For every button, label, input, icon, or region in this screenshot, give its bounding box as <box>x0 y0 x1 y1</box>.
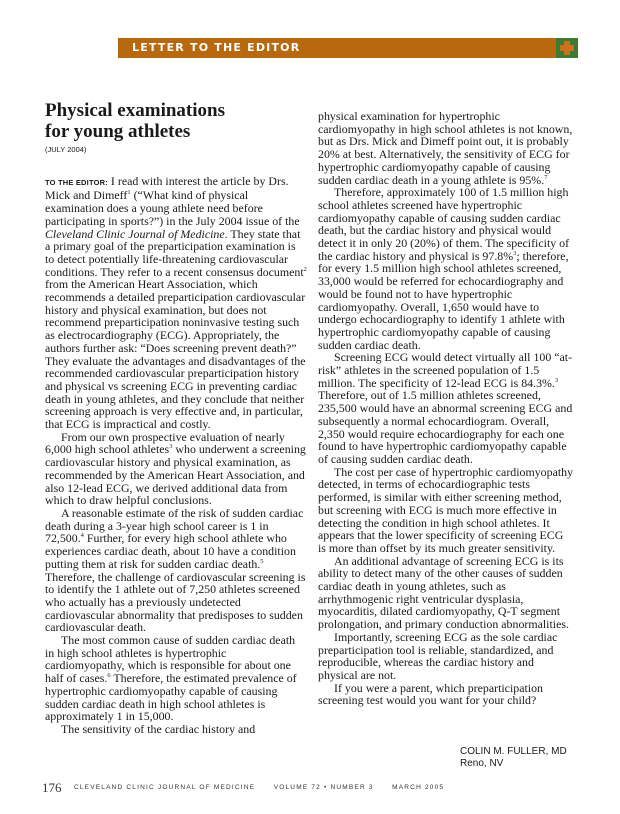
text: Therefore, the estimated prevalence of hypertrophic cardiomyopathy capable of causing sudden cardiac death in high school athletes is approximately 1 in 15,000. <box>45 671 297 724</box>
text: (“What kind of physical examination does a young athlete need before participating in sports?”) in the July 2004 issue of the <box>45 188 300 228</box>
cross-icon <box>560 41 574 55</box>
article-date: (JULY 2004) <box>45 145 87 154</box>
paragraph <box>318 351 574 465</box>
text: From our own prospective evaluation of nearly 6,000 high school athletes <box>45 429 285 457</box>
citation: 6 <box>107 672 111 680</box>
text: ; therefore, for every 1.5 million high school athletes screened, 33,000 would be referred for echocardiography and would be found not to have hypertrophic cardiomyopathy. Overall, 1,650 would have to undergo echocardiography to identify 1 athlete with hypertrophic cardiomyopathy capable of causing sudden cardiac death. <box>318 248 569 352</box>
text: A reasonable estimate of the risk of sudden cardiac death during a 3-year high school career is 1 in 72,500. <box>45 505 304 546</box>
citation: 1 <box>127 189 131 197</box>
author-location: Reno, NV <box>460 758 504 769</box>
paragraph: Importantly, screening ECG as the sole cardiac preparticipation tool is reliable, standardized, and reproducible, whereas the cardiac history and physical are not. <box>318 629 558 682</box>
text: Therefore, out of 1.5 million athletes screened, 235,500 would have an abnormal screening ECG and subsequently a normal echocardiogram. Overall, 2,350 would require echocardiography for each one found to have hypertrophic cardiomyopathy capable of causing sudden cardiac death. <box>318 388 573 466</box>
section-label: LETTER TO THE EDITOR <box>132 41 301 54</box>
text: from the American Heart Association, which recommends a detailed preparticipation cardiovascular history and physical examination, but does not recommend preparticipation noninvasive testing such as electrocardiography (ECG). Appropriately, the authors further ask: “Does screening prevent death?” They evaluate the advantages and disadvantages of the recommended cardiovascular preparticipation history and physical vs screening ECG in preventing cardiac death in young athletes, and they conclude that neither screening approach is very effective and, in particular, that ECG is impractical and costly. <box>45 277 306 432</box>
signature <box>460 746 567 770</box>
page-number: 176 <box>42 779 62 795</box>
article-title <box>45 100 307 142</box>
page-footer <box>42 779 444 797</box>
text: physical examination for hypertrophic cardiomyopathy in high school athletes is not known, but as Drs. Mick and Dimeff point out, it is probably 20% at best. Alternatively, the sensitivity of ECG for hypertrophic cardiomyopathy capable of causing sudden cardiac death in a young athlete is 95%. <box>318 109 573 187</box>
footer-volume: VOLUME 72 • NUMBER 3 <box>273 784 374 792</box>
citation: 2 <box>303 265 307 273</box>
citation: 3 <box>169 443 173 451</box>
paragraph <box>45 634 307 723</box>
text: I read with interest the article by Drs. Mick and Dimeff <box>45 173 289 203</box>
text: Therefore, approximately 100 of 1.5 million high school athletes screened have hypertrophic cardiomyopathy capable of causing sudden cardiac death, but the cardiac history and physical would detect it in only 20 (20%) of them. The specificity of the cardiac history and physical is 97.8% <box>318 185 570 263</box>
text: The most common cause of sudden cardiac death in high school athletes is hypertrophic cardiomyopathy, which is responsible for about one half of cases. <box>45 633 296 686</box>
paragraph <box>45 175 307 431</box>
paragraph <box>318 186 574 351</box>
title-line-2: for young athletes <box>45 121 191 142</box>
paragraph: The cost per case of hypertrophic cardiomyopathy detected, in terms of echocardiographic tests performed, is similar with either screening method, but screening with ECG is much more effective in detecting the condition in high school athletes. It appears that the lower specificity of screening ECG is more than offset by its much greater sensitivity. <box>318 464 574 555</box>
footer-journal: CLEVELAND CLINIC JOURNAL OF MEDICINE <box>73 784 256 792</box>
citation: 3 <box>513 249 517 257</box>
author-name: COLIN M. FULLER, MD <box>460 746 567 757</box>
banner-accent <box>556 38 578 58</box>
footer-date: MARCH 2005 <box>392 784 445 792</box>
citation: 7 <box>544 173 548 181</box>
lead-label: TO THE EDITOR: <box>45 177 108 187</box>
text: Further, for every high school athlete who experiences cardiac death, about 10 have a condition putting them at risk for sudden cardiac death. <box>45 531 296 571</box>
text: Therefore, the challenge of cardiovascular screening is to identify the 1 athlete out of 7,250 athletes screened who actually has a previously undetected cardiovascular abnormality that predisposes to sudden cardiovascular death. <box>45 569 306 635</box>
citation: 5 <box>260 557 264 565</box>
citation: 3 <box>554 376 559 384</box>
title-line-1: Physical examinations <box>45 100 225 121</box>
left-column <box>45 100 307 736</box>
paragraph <box>45 431 307 507</box>
text: Screening ECG would detect virtually all 100 “at-risk” athletes in the screened population of 1.5 million. The specificity of 12-lead ECG is 84.3%. <box>318 350 573 390</box>
right-column <box>318 110 574 707</box>
paragraph <box>318 110 574 186</box>
journal-name: Cleveland Clinic Journal of Medicine <box>45 226 225 241</box>
paragraph: If you were a parent, which preparticipation screening test would you want for your child? <box>318 680 543 708</box>
citation: 4 <box>80 532 84 540</box>
section-banner <box>118 38 556 58</box>
paragraph: The sensitivity of the cardiac history and <box>61 721 256 736</box>
text: who underwent a screening cardiovascular history and physical examination, as recommended by the American Heart Association, and also 12-lead ECG, we derived additional data from which to draw helpful conclusions. <box>45 442 306 508</box>
paragraph: An additional advantage of screening ECG is its ability to detect many of the other causes of sudden cardiac death in young athletes, such as arrhythmogenic right ventricular dysplasia, myocarditis, dilated cardiomyopathy, Q-T segment prolongation, and primary conduction abnormalities. <box>318 553 569 632</box>
paragraph <box>45 507 307 634</box>
text: . They state that a primary goal of the preparticipation examination is to detect potentially life-threatening cardiovascular conditions. They refer to a recent consensus document <box>45 226 304 279</box>
